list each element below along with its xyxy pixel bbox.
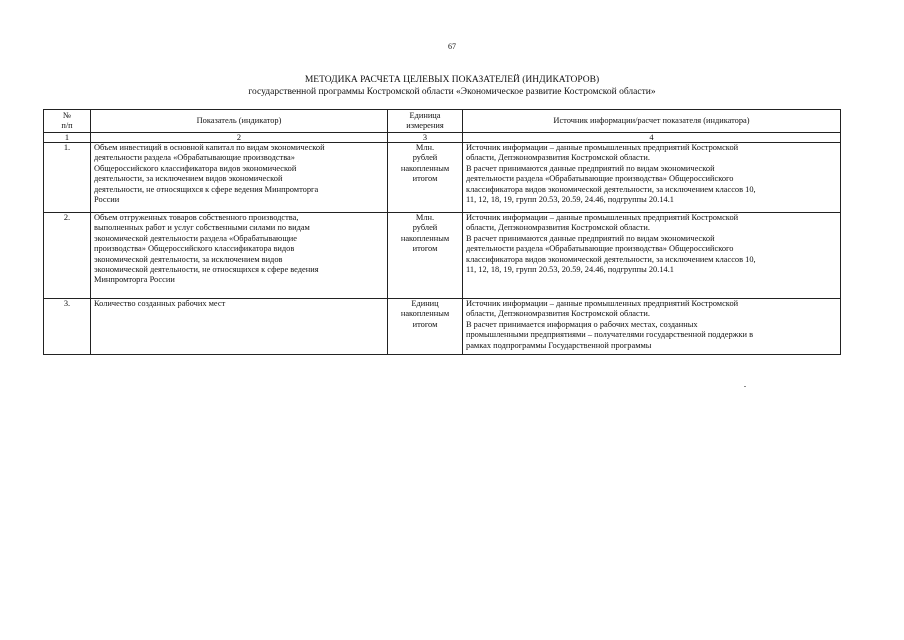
indicator-cell-line: экономической деятельности, не относящихся к сфере ведения <box>94 265 319 275</box>
source-cell-line: области, Депэкономразвития Костромской области. <box>466 153 650 163</box>
scan-speck <box>744 386 746 387</box>
source-cell-line: деятельности раздела «Обрабатывающие производства» Общероссийского <box>466 174 734 184</box>
unit-cell <box>388 143 463 213</box>
header-unit-line: измерения <box>406 121 444 130</box>
page-number: 67 <box>448 42 456 51</box>
indicator-cell-line: деятельности раздела «Обрабатывающие производства» <box>94 153 295 163</box>
unit-cell <box>388 213 463 299</box>
indicator-cell-line: Минпромторга России <box>94 275 175 285</box>
indicator-cell-line: выполненных работ и услуг собственными силами по видам <box>94 223 310 233</box>
source-cell-line: Источник информации – данные промышленных предприятий Костромской <box>466 143 739 152</box>
unit-cell-line: итогом <box>412 174 438 184</box>
indicator-cell-line: производства» Общероссийского классификатора видов <box>94 244 295 254</box>
source-cell <box>463 143 841 213</box>
column-number: 2 <box>91 133 388 143</box>
table-row <box>44 143 841 213</box>
indicator-cell-line: деятельности, не относящихся к сфере ведения Минпромторга <box>94 184 319 194</box>
column-number: 1 <box>44 133 91 143</box>
source-cell-line: В расчет принимается информация о рабочих местах, созданных <box>466 319 698 329</box>
indicator-cell-line: Объем инвестиций в основной капитал по видам экономической <box>94 143 325 152</box>
unit-cell-line: накопленным <box>400 309 450 319</box>
header-num-line: № <box>63 110 71 120</box>
indicator-cell-line: Объем отгруженных товаров собственного производства, <box>94 213 299 222</box>
source-cell-line: Источник информации – данные промышленных предприятий Костромской <box>466 213 739 222</box>
unit-cell-line: итогом <box>412 319 438 329</box>
header-unit-line: Единица <box>409 110 441 120</box>
column-number-row <box>44 133 841 143</box>
document-title: МЕТОДИКА РАСЧЕТА ЦЕЛЕВЫХ ПОКАЗАТЕЛЕЙ (ИНДИКАТОРОВ) <box>304 75 600 85</box>
indicator-cell <box>91 143 388 213</box>
indicator-cell-line: России <box>94 195 120 205</box>
unit-cell <box>388 299 463 355</box>
row-number: 2. <box>44 213 91 299</box>
indicator-cell-line: деятельности, за исключением видов экономической <box>94 174 283 184</box>
source-cell-line: классификатора видов экономической деятельности, за исключением классов 10, <box>466 184 756 194</box>
source-cell-line: В расчет принимаются данные предприятий по видам экономической <box>466 163 715 173</box>
unit-cell-line: итогом <box>412 244 438 254</box>
header-num-line: п/п <box>61 121 73 130</box>
header-num <box>44 110 91 133</box>
unit-cell-line: Единиц <box>411 299 439 308</box>
source-cell-line: 11, 12, 18, 19, групп 20.53, 20.59, 24.46, подгруппы 20.14.1 <box>466 265 674 275</box>
indicator-cell-line: экономической деятельности раздела «Обрабатывающие <box>94 233 297 243</box>
header-source: Источник информации/расчет показателя (индикатора) <box>463 110 841 133</box>
source-cell-line: деятельности раздела «Обрабатывающие производства» Общероссийского <box>466 244 734 254</box>
source-cell-line: области, Депэкономразвития Костромской области. <box>466 309 650 319</box>
source-cell-line: В расчет принимаются данные предприятий по видам экономической <box>466 233 715 243</box>
indicators-table <box>43 109 841 355</box>
table-row <box>44 299 841 355</box>
source-cell-line: промышленными предприятиями – получателями государственной поддержки в <box>466 330 754 340</box>
source-cell-line: Источник информации – данные промышленных предприятий Костромской <box>466 299 739 308</box>
source-cell-line: 11, 12, 18, 19, групп 20.53, 20.59, 24.46, подгруппы 20.14.1 <box>466 195 674 205</box>
source-cell-line: рамках подпрограммы Государственной программы <box>466 340 652 350</box>
indicator-cell <box>91 299 388 355</box>
header-indicator: Показатель (индикатор) <box>91 110 388 133</box>
header-row <box>44 110 841 133</box>
indicator-cell-line: экономической деятельности, за исключением видов <box>94 254 283 264</box>
unit-cell-line: Млн. <box>415 143 435 152</box>
unit-cell-line: накопленным <box>400 233 450 243</box>
row-number: 3. <box>44 299 91 355</box>
source-cell-line: классификатора видов экономической деятельности, за исключением классов 10, <box>466 254 756 264</box>
table-body <box>44 133 841 355</box>
table-row <box>44 213 841 299</box>
column-number: 4 <box>463 133 841 143</box>
document-subtitle: государственной программы Костромской области «Экономическое развитие Костромской области» <box>248 87 656 97</box>
source-cell <box>463 213 841 299</box>
indicator-cell-line: Количество созданных рабочих мест <box>94 299 226 308</box>
indicator-cell <box>91 213 388 299</box>
header-unit <box>388 110 463 133</box>
indicator-cell-line: Общероссийского классификатора видов экономической <box>94 163 297 173</box>
unit-cell-line: рублей <box>412 223 438 233</box>
column-number: 3 <box>388 133 463 143</box>
source-cell <box>463 299 841 355</box>
row-number: 1. <box>44 143 91 213</box>
unit-cell-line: накопленным <box>400 163 450 173</box>
unit-cell-line: Млн. <box>415 213 435 222</box>
unit-cell-line: рублей <box>412 153 438 163</box>
source-cell-line: области, Депэкономразвития Костромской области. <box>466 223 650 233</box>
